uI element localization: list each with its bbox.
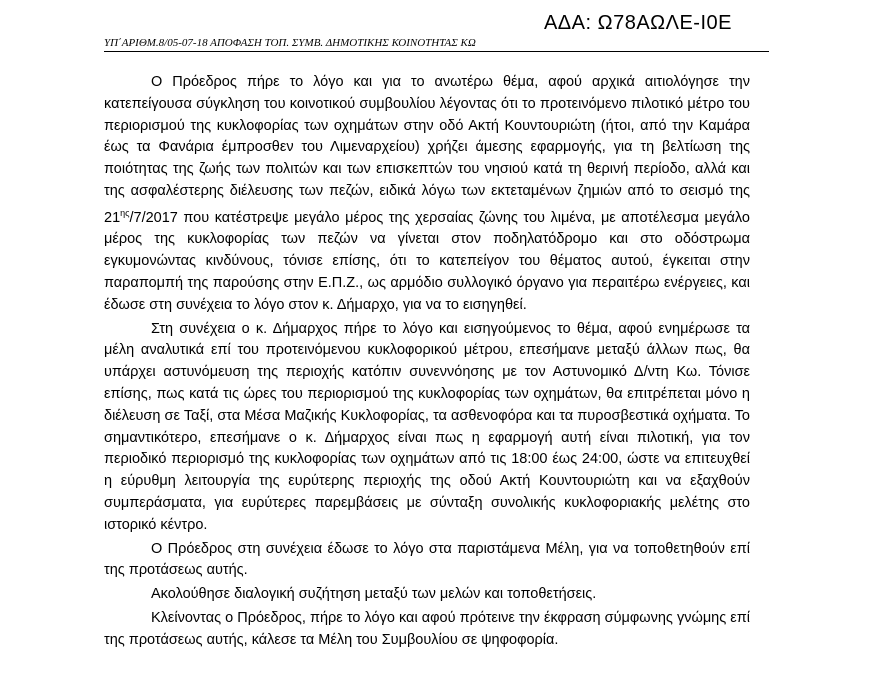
paragraph: Ο Πρόεδρος πήρε το λόγο και για το ανωτέρω θέμα, αφού αρχικά αιτιολόγησε την κατεπείγουσα σύγκληση του κοινοτικού συμβουλίου λέγοντας ότι το προτεινόμενο πιλοτικό μέτρο του περιορισμού της κυκλοφορίας των οχημάτων στην οδό Ακτή Κουντουριώτη (ήτοι, από την Καμάρα έως τα Φανάρια έμπροσθεν του Λιμεναρχείου) χρήζει άμεσης εφαρμογής, για τη βελτίωση της ποιότητας της ζωής των πολιτών και των επισκεπτών του νησιού κατά τη θερινή περίοδο, αλλά και της ασφαλέστερης διέλευσης των πεζών, ειδικά λόγω των εκτεταμένων ζημιών από το σεισμό της $21^{\eta\varsigma}/7/2017$ που κατέστρεψε μεγάλο μέρος της χερσαίας ζώνης του λιμένα, με αποτέλεσμα μεγάλο μέρος της κυκλοφορίας των πεζών να γίνεται στον ποδηλατόδρομο και στο οδόστρωμα εγκυμονώντας κινδύνους, τόνισε επίσης, ότι το κατεπείγον του θέματος αυτού, έγκειται στην παραπομπή της παρούσης στην Ε.Π.Ζ., ως αρμόδιο συλλογικό όργανο για περαιτέρω ενέργειες, και έδωσε στη συνέχεια το λόγο στον κ. Δήμαρχο, για να το εισηγηθεί. — [104, 74, 750, 313]
paragraph: Κλείνοντας ο Πρόεδρος, πήρε το λόγο και αφού πρότεινε την έκφραση σύμφωνης γνώμης επί της προτάσεως αυτής, κάλεσε τα Μέλη του Συμβουλίου σε ψηφοφορία. — [104, 609, 750, 648]
ada-code: ΑΔΑ: Ω78ΑΩΛΕ-Ι0Ε — [543, 12, 732, 34]
ordinal-superscript: ης — [120, 207, 130, 218]
paragraph: Ο Πρόεδρος στη συνέχεια έδωσε το λόγο στα παριστάμενα Μέλη, για να τοποθετηθούν επί της προτάσεως αυτής. — [104, 540, 750, 579]
document-body — [104, 72, 750, 654]
paragraph: Ακολούθησε διαλογική συζήτηση μεταξύ των μελών και τοποθετήσεις. — [151, 586, 597, 603]
document-header: ΥΠ΄ΑΡΙΘΜ.8/05-07-18 ΑΠΟΦΑΣΗ ΤΟΠ. ΣΥΜΒ. ΔΗΜΟΤΙΚΗΣ ΚΟΙΝΟΤΗΤΑΣ ΚΩ — [104, 37, 769, 52]
paragraph: Στη συνέχεια ο κ. Δήμαρχος πήρε το λόγο και εισηγούμενος το θέμα, αφού ενημέρωσε τα μέλη αναλυτικά επί του προτεινόμενου κυκλοφορικού μέτρου, επεσήμανε μεταξύ άλλων πως, θα υπάρχει αστυνόμευση της περιοχής κατόπιν συνεννόησης με τον Αστυνομικό Δ/ντη Κω. Τόνισε επίσης, πως κατά τις ώρες του περιορισμού της κυκλοφορίας των οχημάτων, θα επιτρέπεται μόνο η διέλευση σε Ταξί, στα Μέσα Μαζικής Κυκλοφορίας, τα ασθενοφόρα και τα πυροσβεστικά οχήματα. Το σημαντικότερο, επεσήμανε ο κ. Δήμαρχος είναι πως η εφαρμογή αυτή είναι πιλοτική, για τον περιοδικό περιορισμό της κυκλοφορίας των οχημάτων από τις 18:00 έως 24:00, ώστε να επιτευχθεί η εύρυθμη λειτουργία της ευρύτερης περιοχής της οδού Ακτή Κουντουριώτη και να εξαχθούν συμπεράσματα, για ευρύτερες παρεμβάσεις με σύνταξη συνολικής κυκλοφοριακής μελέτης στο ιστορικό κέντρο. — [104, 320, 750, 533]
